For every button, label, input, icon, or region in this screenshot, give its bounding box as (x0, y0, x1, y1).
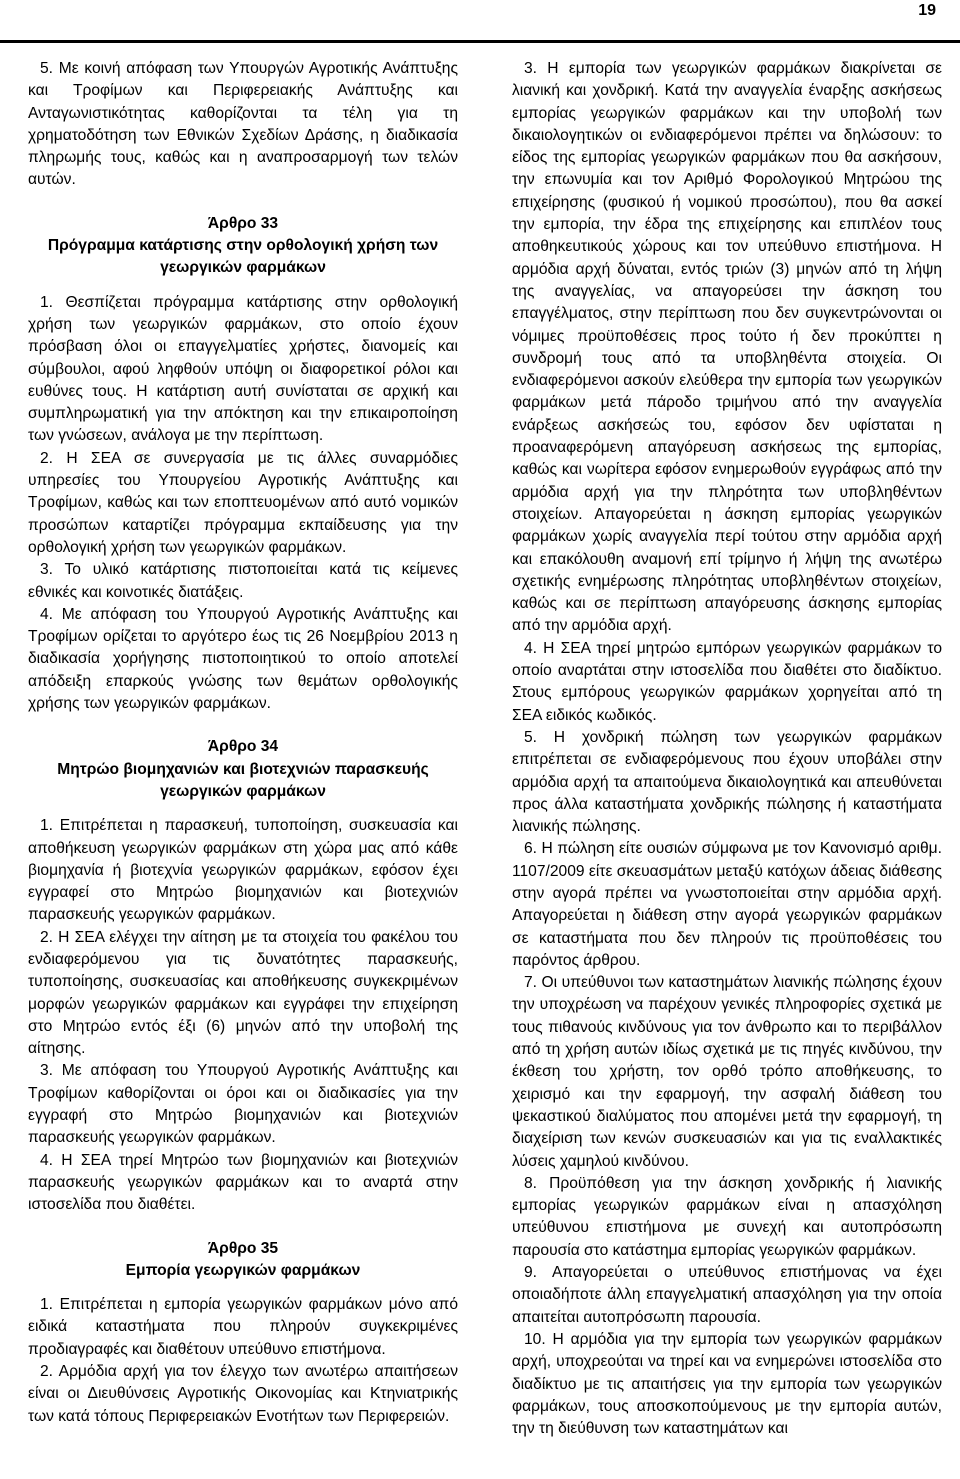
article-33-paragraph-1: 1. Θεσπίζεται πρόγραμμα κατάρτισης στην ορθολογική χρήση των γεωργικών φαρμάκων, στο οποίο έχουν πρόσβαση όλοι οι επαγγελματίες χρήστες, διανομείς και σύμβουλοι, αφού ληφθούν υπόψη οι διαφορετικοί ρόλοι και ευθύνες τους. Η κατάρτιση αυτή συνίσταται σε αρχική και συμπληρωματική για την απόκτηση και την επικαιροποίηση των γνώσεων, ανάλογα με την περίπτωση. (28, 293, 458, 445)
article-33-paragraph-4: 4. Με απόφαση του Υπουργού Αγροτικής Ανάπτυξης και Τροφίμων ορίζεται το αργότερο έως τις 26 Νοεμβρίου 2013 η διαδικασία χορήγησης πιστοποιητικού το οποίο αποτελεί απόδειξη επαρκούς γνώσης των θεμάτων ορθολογικής χρήσης των γεωργικών φαρμάκων. (28, 605, 458, 713)
article-34-title: Μητρώο βιομηχανιών και βιοτεχνιών παρασκευής γεωργικών φαρμάκων (57, 760, 429, 800)
article-33-paragraph-2: 2. Η ΣΕΑ σε συνεργασία με τις άλλες συναρμόδιες υπηρεσίες του Υπουργείου Αγροτικής Ανάπτυξης και Τροφίμων, καθώς και των εποπτευομένων από αυτό νομικών προσώπων καταρτίζει πρόγραμμα εκπαίδευσης για την ορθολογική χρήση των γεωργικών φαρμάκων. (28, 449, 458, 556)
article-34-paragraph-4: 4. Η ΣΕΑ τηρεί Μητρώο των βιομηχανιών και βιοτεχνιών παρασκευής γεωργικών φαρμάκων και το αναρτά στην ιστοσελίδα που διαθέτει. (28, 1151, 458, 1214)
paragraph-intro: 5. Με κοινή απόφαση των Υπουργών Αγροτικής Ανάπτυξης και Τροφίμων και Περιφερειακής Ανάπτυξης και Ανταγωνιστικότητας καθορίζονται τα τέλη για τη χρηματοδότηση των Εθνικών Σχεδίων Δράσης, η διαδικασία πληρωμής τους, καθώς και η αναπροσαρμογή των τελών αυτών. (28, 60, 458, 189)
article-33-number: Άρθρο 33 (207, 214, 279, 232)
article-33-paragraph-3: 3. Το υλικό κατάρτισης πιστοποιείται κατά τις κείμενες εθνικές και κοινοτικές διατάξεις. (28, 561, 458, 601)
page-header (0, 0, 960, 44)
article-35-paragraph-10: 10. Η αρμόδια για την εμπορία των γεωργικών φαρμάκων αρχή, υποχρεούται να τηρεί και να ενημερώνει ιστοσελίδα στο διαδίκτυο με τις απαιτήσεις για την εμπορία των γεωργικών φαρμάκων, τους αποσκοπούμενους με την εμπορία αυτών, την τη διεύθυνση των καταστημάτων και (512, 1330, 942, 1438)
article-35-paragraph-8: 8. Προϋπόθεση για την άσκηση χονδρικής ή λιανικής εμπορίας γεωργικών φαρμάκων είναι η απασχόληση υπεύθυνου επιστήμονα με συνεχή και αυτοπρόσωπη παρουσία στο κατάστημα εμπορίας γεωργικών φαρμάκων. (512, 1174, 942, 1259)
article-35-paragraph-9: 9. Απαγορεύεται ο υπεύθυνος επιστήμονας να έχει οποιαδήποτε άλλη επαγγελματική απασχόληση για την οποία απαιτείται αυτοπρόσωπη παρουσία. (512, 1264, 942, 1326)
right-column (512, 58, 942, 1440)
article-33-title: Πρόγραμμα κατάρτισης στην ορθολογική χρήση των γεωργικών φαρμάκων (47, 237, 439, 277)
article-35-paragraph-5: 5. Η χονδρική πώληση των γεωργικών φαρμάκων επιτρέπεται σε ενδιαφερόμενους που έχουν υποβάλει στην αρμόδια αρχή τα απαιτούμενα δικαιολογητικά και απευθύνεται προς άλλα καταστήματα χονδρικής πώλησης ή καταστήματα λιανικής πώλησης. (512, 728, 942, 836)
article-35-number: Άρθρο 35 (207, 1239, 279, 1257)
header-rule (0, 40, 960, 43)
article-35-paragraph-1: 1. Επιτρέπεται η εμπορία γεωργικών φαρμάκων μόνο από ειδικά καταστήματα που πληρούν συγκεκριμένες προδιαγραφές και διαθέτουν υπεύθυνο επιστήμονα. (28, 1296, 458, 1358)
left-column (28, 58, 458, 1428)
article-34-paragraph-1: 1. Επιτρέπεται η παρασκευή, τυποποίηση, συσκευασία και αποθήκευση γεωργικών φαρμάκων στη χώρα μας από κάθε βιομηχανία ή βιοτεχνία γεωργικών φαρμάκων, εφόσον έχει εγγραφεί στο Μητρώο βιομηχανιών και βιοτεχνιών παρασκευής γεωργικών φαρμάκων. (28, 817, 458, 924)
article-35-paragraph-2: 2. Αρμόδια αρχή για τον έλεγχο των ανωτέρω απαιτήσεων είναι οι Διευθύνσεις Αγροτικής Οικονομίας και Κτηνιατρικής των κατά τόπους Περιφερειακών Ενοτήτων των Περιφερειών. (28, 1363, 458, 1425)
article-35-paragraph-6: 6. Η πώληση είτε ουσιών σύμφωνα με τον Κανονισμό αριθμ. 1107/2009 είτε σκευασμάτων μεταξύ κατόχων άδειας διάθεσης στην αγορά πρέπει να γνωστοποιείται στην αρμόδια αρχή. Απαγορεύεται η διάθεση στην αγορά γεωργικών φαρμάκων σε καταστήματα που δεν πληρούν τις προϋποθέσεις του παρόντος άρθρου. (512, 840, 942, 969)
article-34-paragraph-3: 3. Με απόφαση του Υπουργού Αγροτικής Ανάπτυξης και Τροφίμων καθορίζονται οι όροι και οι διαδικασίες για την εγγραφή στο Μητρώο βιομηχανιών και βιοτεχνιών παρασκευής γεωργικών φαρμάκων. (28, 1062, 458, 1147)
page-number: 19 (918, 2, 936, 19)
article-35-paragraph-4: 4. Η ΣΕΑ τηρεί μητρώο εμπόρων γεωργικών φαρμάκων το οποίο αναρτάται στην ιστοσελίδα που διαθέτει στο διαδίκτυο. Στους εμπόρους γεωργικών φαρμάκων χορηγείται από τη ΣΕΑ ειδικός κωδικός. (512, 639, 942, 724)
article-35-title: Εμπορία γεωργικών φαρμάκων (125, 1261, 361, 1279)
article-35-paragraph-7: 7. Οι υπεύθυνοι των καταστημάτων λιανικής πώλησης έχουν την υποχρέωση να παρέχουν γενικές πληροφορίες σχετικά με τους πιθανούς κινδύνους για τον άνθρωπο και το περιβάλλον από τη χρήση αυτών ιδίως σχετικά με τις πηγές κινδύνου, την έκθεση του χρήστη, τον ορθό τρόπο αποθήκευσης, το χειρισμό και την εφαρμογή, την ασφαλή διάθεση του ψεκαστικού διαλύματος που απομένει μετά την εφαρμογή, τη διαχείριση των κενών συσκευασιών και για τις εναλλακτικές λύσεις χαμηλού κινδύνου. (512, 974, 942, 1170)
article-34-number: Άρθρο 34 (207, 738, 279, 756)
article-35-paragraph-3: 3. Η εμπορία των γεωργικών φαρμάκων διακρίνεται σε λιανική και χονδρική. Κατά την αναγγελία έναρξης ασκήσεως εμπορίας γεωργικών φαρμάκων και την υποβολή των δικαιολογητικών οι ενδιαφερόμενοι πρέπει να δηλώσουν: το είδος της εμπορίας γεωργικών φαρμάκων που θα ασκήσουν, την επωνυμία και τον Αριθμό Φορολογικού Μητρώου της επιχείρησης (φυσικού ή νομικού προσώπου), που θα ασκεί την εμπορία, την έδρα της επιχείρησης και επιπλέον τους αποθηκευτικούς χώρους και τον υπεύθυνο επιστήμονα. Η αρμόδια αρχή δύναται, εντός τριών (3) μηνών από τη λήψη της αναγγελίας, να απαγορεύσει την άσκηση του επαγγέλματος, στην περίπτωση που δεν συγκεντρώνονται οι νόμιμες προϋποθέσεις προς τούτο ή δεν προκύπτει η συνδρομή τους από τα υποβληθέντα στοιχεία. Οι ενδιαφερόμενοι ασκούν ελεύθερα την εμπορία των γεωργικών φαρμάκων μετά πάροδο τριμήνου από την αναγγελία ενάρξεως ασκήσεώς του, εφόσον δεν υφίσταται η προαναφερόμενη απαγόρευση ασκήσεως της εμπορίας, καθώς και νωρίτερα εφόσον ενημερωθούν εγγράφως από την αρμόδια αρχή για την πληρότητα των υποβληθέντων στοιχείων. Απαγορεύεται η άσκηση εμπορίας γεωργικών φαρμάκων χωρίς αναγγελία περί τούτου στην αρμόδια αρχή και επακόλουθη αναμονή επί τρίμηνο ή λήψη της ανωτέρω σχετικής ενημέρωσης πληρότητας υποβληθέντων στοιχείων, καθώς και σε περίπτωση απαγόρευσης άσκησης εμπορίας από την αρμόδια αρχή. (512, 60, 942, 635)
article-34-paragraph-2: 2. Η ΣΕΑ ελέγχει την αίτηση με τα στοιχεία του φακέλου του ενδιαφερόμενου για τις δυνατότητες παρασκευής, τυποποίησης, συσκευασίας και αποθήκευσης συγκεκριμένων μορφών γεωργικών φαρμάκων και εγγράφει την επιχείρηση στο Μητρώο εντός έξι (6) μηνών από την υποβολή της αίτησης. (28, 928, 458, 1058)
